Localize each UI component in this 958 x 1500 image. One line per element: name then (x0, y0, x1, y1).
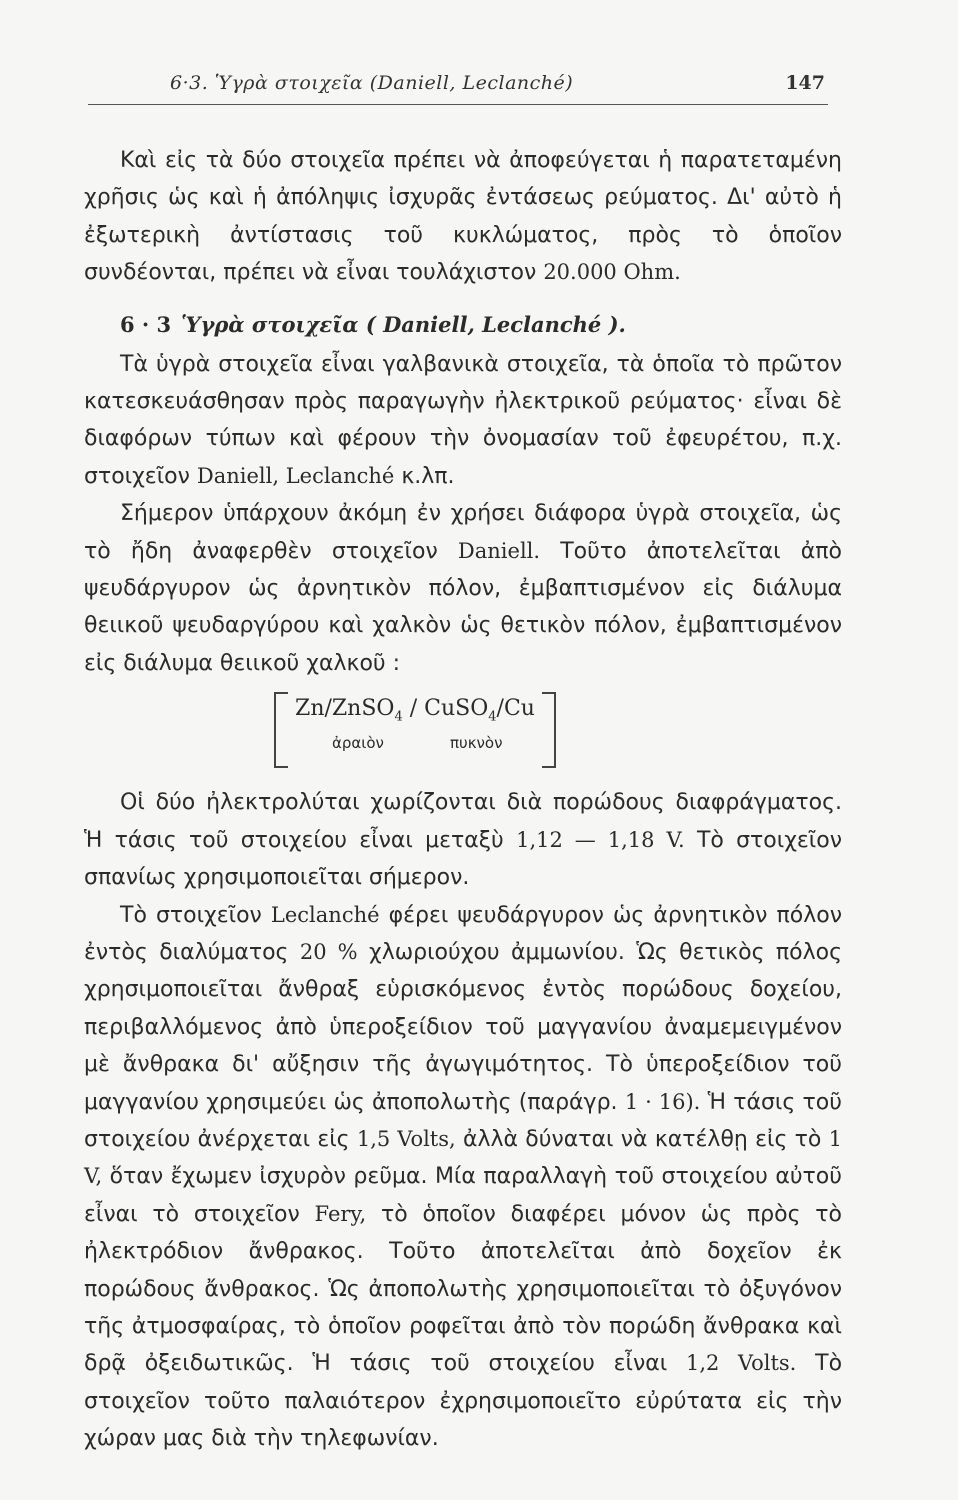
p3-text-b: Τὸ στοιχεῖον σπανίως χρησιμοποιεῖται σήμερον. (84, 827, 843, 891)
p4-text-a: Τὸ στοιχεῖον (120, 902, 262, 928)
running-title: 6·3. Ὑγρὰ στοιχεῖα (Daniell, Leclanché) (170, 72, 574, 94)
section-title: Ὑγρὰ στοιχεῖα ( Daniell, Leclanché ). (181, 311, 626, 337)
p3-text-a: Οἱ δύο ἠλεκτρολύται χωρίζονται διὰ πορώδους διαφράγματος. Ἡ τάσις τοῦ στοιχείου εἶναι μεταξὺ (84, 790, 842, 853)
section-heading (84, 308, 842, 342)
p4-percent: 20 % (299, 939, 358, 964)
page-body (84, 142, 842, 1458)
p4-volts-2: 1,2 Volts. (686, 1351, 797, 1376)
formula-bracket-left (274, 692, 288, 768)
p4-text-d: Ἡ τάσις τοῦ στοιχείου ἀνέρχεται εἰς (84, 1089, 842, 1152)
formula-separator: / (402, 696, 425, 722)
header-rule (88, 104, 828, 105)
intro-text: Καὶ εἰς τὰ δύο στοιχεῖα πρέπει νὰ ἀποφεύγεται ἡ παρατεταμένη χρῆσις ὡς καὶ ἡ ἀπόληψις ἰσχυρᾶς ἐντάσεως ρεύματος. Δι' αὐτὸ ἡ ἐξωτερικὴ ἀντίστασις τοῦ κυκλώματος, πρὸς τὸ ὁποῖον συνδέονται, πρέπει νὰ εἶναι τουλάχιστον (84, 148, 842, 286)
cell-formula-block (84, 684, 842, 780)
running-header (170, 72, 825, 102)
p4-text-e: ἀλλὰ δύναται νὰ κατέλθῃ εἰς τὸ (462, 1126, 822, 1152)
formula-label-concentrated: πυκνὸν (450, 734, 503, 753)
formula-label-dilute: ἀραιὸν (332, 734, 384, 753)
formula-bracket-right (542, 692, 556, 768)
p2-name: Daniell. (457, 538, 541, 563)
paragraph-1 (84, 346, 842, 496)
intro-paragraph (84, 142, 842, 292)
p4-name-leclanche: Leclanché (270, 902, 380, 927)
intro-value: 20.000 Ohm. (543, 260, 681, 285)
formula-left: Zn/ZnSO (295, 696, 395, 722)
p4-text-h: Τὸ στοιχεῖον τοῦτο παλαιότερον ἐχρησιμοποιεῖτο εὐρύτατα εἰς τὴν χώραν μας διὰ τὴν τηλεφωνίαν. (84, 1351, 843, 1452)
p1-text-a: Τὰ ὑγρὰ στοιχεῖα εἶναι γαλβανικὰ στοιχεῖα, τὰ ὁποῖα τὸ πρῶτον κατεσκευάσθησαν πρὸς παραγωγὴν ἠλεκτρικοῦ ρεύματος· εἶναι δὲ διαφόρων τύπων καὶ φέρουν τὴν ὀνομασίαν τοῦ ἐφευρέτου, π.χ. στοιχεῖον (84, 351, 842, 489)
p1-names: Daniell, Leclanché (196, 463, 395, 488)
formula-right: CuSO (424, 696, 489, 722)
p3-voltage: 1,12 — 1,18 V. (516, 827, 685, 852)
p2-text-a: Σήμερον ὑπάρχουν ἀκόμη ἐν χρήσει διάφορα ὑγρὰ στοιχεῖα, ὡς τὸ ἤδη ἀναφερθὲν στοιχεῖον (84, 501, 842, 564)
cell-formula (274, 690, 556, 768)
paragraph-2 (84, 495, 842, 682)
formula-right-end: /Cu (496, 696, 535, 722)
p4-text-c: χλωριούχου ἀμμωνίου. Ὡς θετικὸς πόλος χρησιμοποιεῖται ἄνθραξ εὑρισκόμενος ἐντὸς πορώδους δοχείου, περιβαλλόμενος ἀπὸ ὑπεροξείδιον τοῦ μαγγανίου ἀναμεμειγμένον μὲ ἄνθρακα δι' αὔξησιν τῆς ἀγωγιμότητος. Τὸ ὑπεροξείδιον τοῦ μαγγανίου χρησιμεύει ὡς ἀποπολωτὴς (παράγρ. (84, 939, 842, 1115)
formula-left-sub: 4 (394, 709, 403, 725)
page-number: 147 (785, 72, 825, 94)
p4-volts-1: 1,5 Volts, (356, 1126, 456, 1151)
section-number: 6 · 3 (120, 311, 172, 337)
p4-name-fery: Fery, (314, 1201, 367, 1226)
p4-text-b: φέρει ψευδάργυρον ὡς ἀρνητικὸν πόλον ἐντὸς διαλύματος (84, 902, 842, 965)
p4-text-g: τὸ ὁποῖον διαφέρει μόνον ὡς πρὸς τὸ ἠλεκτρόδιον ἄνθρακος. Τοῦτο ἀποτελεῖται ἀπὸ δοχεῖον ἐκ πορώδους ἄνθρακος. Ὡς ἀποπολωτὴς χρησιμοποιεῖται τὸ ὀξυγόνον τῆς ἀτμοσφαίρας, τὸ ὁποῖον ροφεῖται ἀπὸ τὸν πορώδη ἄνθρακα καὶ δρᾷ ὀξειδωτικῶς. Ἡ τάσις τοῦ στοιχείου εἶναι (84, 1201, 842, 1377)
p4-text-f: ὅταν ἔχωμεν ἰσχυρὸν ρεῦμα. Μία παραλλαγὴ τοῦ στοιχείου αὐτοῦ εἶναι τὸ στοιχεῖον (84, 1164, 842, 1227)
p1-text-b: κ.λπ. (401, 463, 455, 489)
formula-right-sub: 4 (488, 709, 497, 725)
p2-text-b: Τοῦτο ἀποτελεῖται ἀπὸ ψευδάργυρον ὡς ἀρνητικὸν πόλον, ἐμβαπτισμένον εἰς διάλυμα θειικοῦ ψευδαργύρου καὶ χαλκὸν ὡς θετικὸν πόλον, ἐμβαπτισμένον εἰς διάλυμα θειικοῦ χαλκοῦ : (84, 538, 842, 676)
formula-equation (288, 696, 542, 724)
p4-one-volt: 1 V, (84, 1126, 843, 1189)
p4-reference: 1 · 16). (624, 1089, 701, 1114)
paragraph-3 (84, 784, 842, 896)
paragraph-4 (84, 897, 842, 1458)
